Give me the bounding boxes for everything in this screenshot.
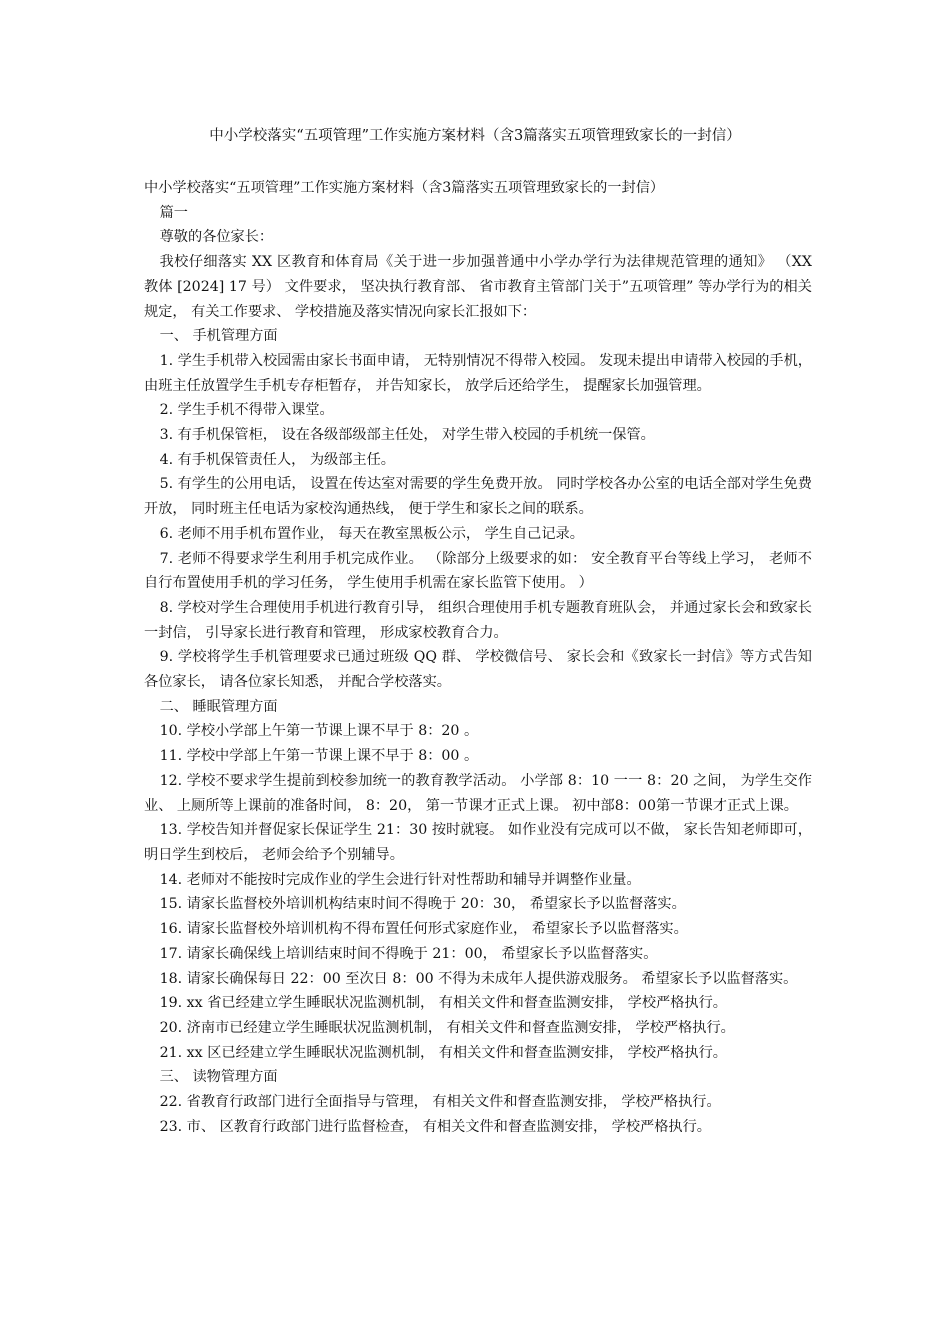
list-item: 4. 有手机保管责任人， 为级部主任。 bbox=[159, 451, 395, 468]
list-item: 15. 请家长监督校外培训机构结束时间不得晚于 20：30， 希望家长予以监督落实。 bbox=[159, 896, 686, 913]
list-item: 7. 老师不得要求学生利用手机完成作业。 （除部分上级要求的如： 安全教育平台等线上学习， 老师不自行布置使用手机的学习任务， 学生使用手机需在家长监管下使用。 ） bbox=[144, 550, 812, 592]
list-item: 9. 学校将学生手机管理要求已通过班级 QQ 群、 学校微信号、 家长会和《致家长一封信》等方式告知各位家长， 请各位家长知悉， 并配合学校落实。 bbox=[144, 649, 812, 691]
list-item: 22. 省教育行政部门进行全面指导与管理， 有相关文件和督查监测安排， 学校严格执行。 bbox=[159, 1094, 721, 1111]
document-title: 中小学校落实“五项管理”工作实施方案材料（含3篇落实五项管理致家长的一封信） bbox=[209, 128, 741, 144]
list-item: 10. 学校小学部上午第一节课上课不早于 8：20 。 bbox=[159, 723, 479, 740]
section-heading: 一、 手机管理方面 bbox=[159, 328, 278, 345]
section-heading: 二、 睡眠管理方面 bbox=[159, 698, 278, 715]
intro-paragraph: 我校仔细落实 XX 区教育和体育局《关于进一步加强普通中小学办学行为法律规范管理的通知》 （XX 教体 [2024] 17 号） 文件要求， 坚决执行教育部、 省市教育主管部门关于”五项管理” 等办学行为的相关规定， 有关工作要求、 学校措施及落实情况向家长汇报如下： bbox=[144, 254, 812, 320]
list-item: 23. 市、 区教育行政部门进行监督检查， 有相关文件和督查监测安排， 学校严格执行。 bbox=[159, 1118, 711, 1135]
list-item: 12. 学校不要求学生提前到校参加统一的教育教学活动。 小学部 8：10 一一 8：20 之间， 为学生交作业、 上厕所等上课前的准备时间， 8：20， 第一节课才正式上课。 初中部8：00第一节课才正式上课。 bbox=[144, 772, 812, 814]
salutation: 尊敬的各位家长： bbox=[159, 229, 274, 246]
list-item: 6. 老师不用手机布置作业， 每天在教室黑板公示， 学生自己记录。 bbox=[159, 525, 584, 542]
list-item: 18. 请家长确保每日 22：00 至次日 8：00 不得为未成年人提供游戏服务。 希望家长予以监督落实。 bbox=[159, 970, 798, 987]
document-body bbox=[144, 176, 812, 1139]
list-item: 5. 有学生的公用电话， 设置在传达室对需要的学生免费开放。 同时学校各办公室的电话全部对学生免费开放， 同时班主任电话为家校沟通热线， 便于学生和家长之间的联系。 bbox=[144, 476, 812, 518]
list-item: 21. xx 区已经建立学生睡眠状况监测机制， 有相关文件和督查监测安排， 学校严格执行。 bbox=[159, 1044, 727, 1061]
list-item: 3. 有手机保管柜， 设在各级部级部主任处， 对学生带入校园的手机统一保管。 bbox=[159, 427, 655, 444]
list-item: 14. 老师对不能按时完成作业的学生会进行针对性帮助和辅导并调整作业量。 bbox=[159, 871, 641, 888]
list-item: 11. 学校中学部上午第一节课上课不早于 8：00 。 bbox=[159, 748, 479, 765]
list-item: 16. 请家长监督校外培训机构不得布置任何形式家庭作业， 希望家长予以监督落实。 bbox=[159, 921, 688, 938]
list-item: 8. 学校对学生合理使用手机进行教育引导， 组织合理使用手机专题教育班队会， 并通过家长会和致家长一封信， 引导家长进行教育和管理， 形成家校教育合力。 bbox=[144, 599, 812, 641]
list-item: 1. 学生手机带入校园需由家长书面申请， 无特别情况不得带入校园。 发现未提出申请带入校园的手机， 由班主任放置学生手机专存柜暂存， 并告知家长， 放学后还给学生， 提醒家长加强管理。 bbox=[144, 352, 812, 394]
list-item: 19. xx 省已经建立学生睡眠状况监测机制， 有相关文件和督查监测安排， 学校严格执行。 bbox=[159, 995, 727, 1012]
body-heading: 中小学校落实“五项管理”工作实施方案材料（含3篇落实五项管理致家长的一封信） bbox=[144, 180, 665, 196]
list-item: 20. 济南市已经建立学生睡眠状况监测机制， 有相关文件和督查监测安排， 学校严格执行。 bbox=[159, 1019, 735, 1036]
section-heading: 三、 读物管理方面 bbox=[159, 1069, 278, 1086]
list-item: 13. 学校告知并督促家长保证学生 21：30 按时就寝。 如作业没有完成可以不做， 家长告知老师即可， 明日学生到校后， 老师会给予个别辅导。 bbox=[144, 822, 812, 863]
list-item: 17. 请家长确保线上培训结束时间不得晚于 21：00， 希望家长予以监督落实。 bbox=[159, 945, 658, 962]
list-item: 2. 学生手机不得带入课堂。 bbox=[159, 402, 334, 419]
section-label: 篇一 bbox=[159, 204, 188, 221]
